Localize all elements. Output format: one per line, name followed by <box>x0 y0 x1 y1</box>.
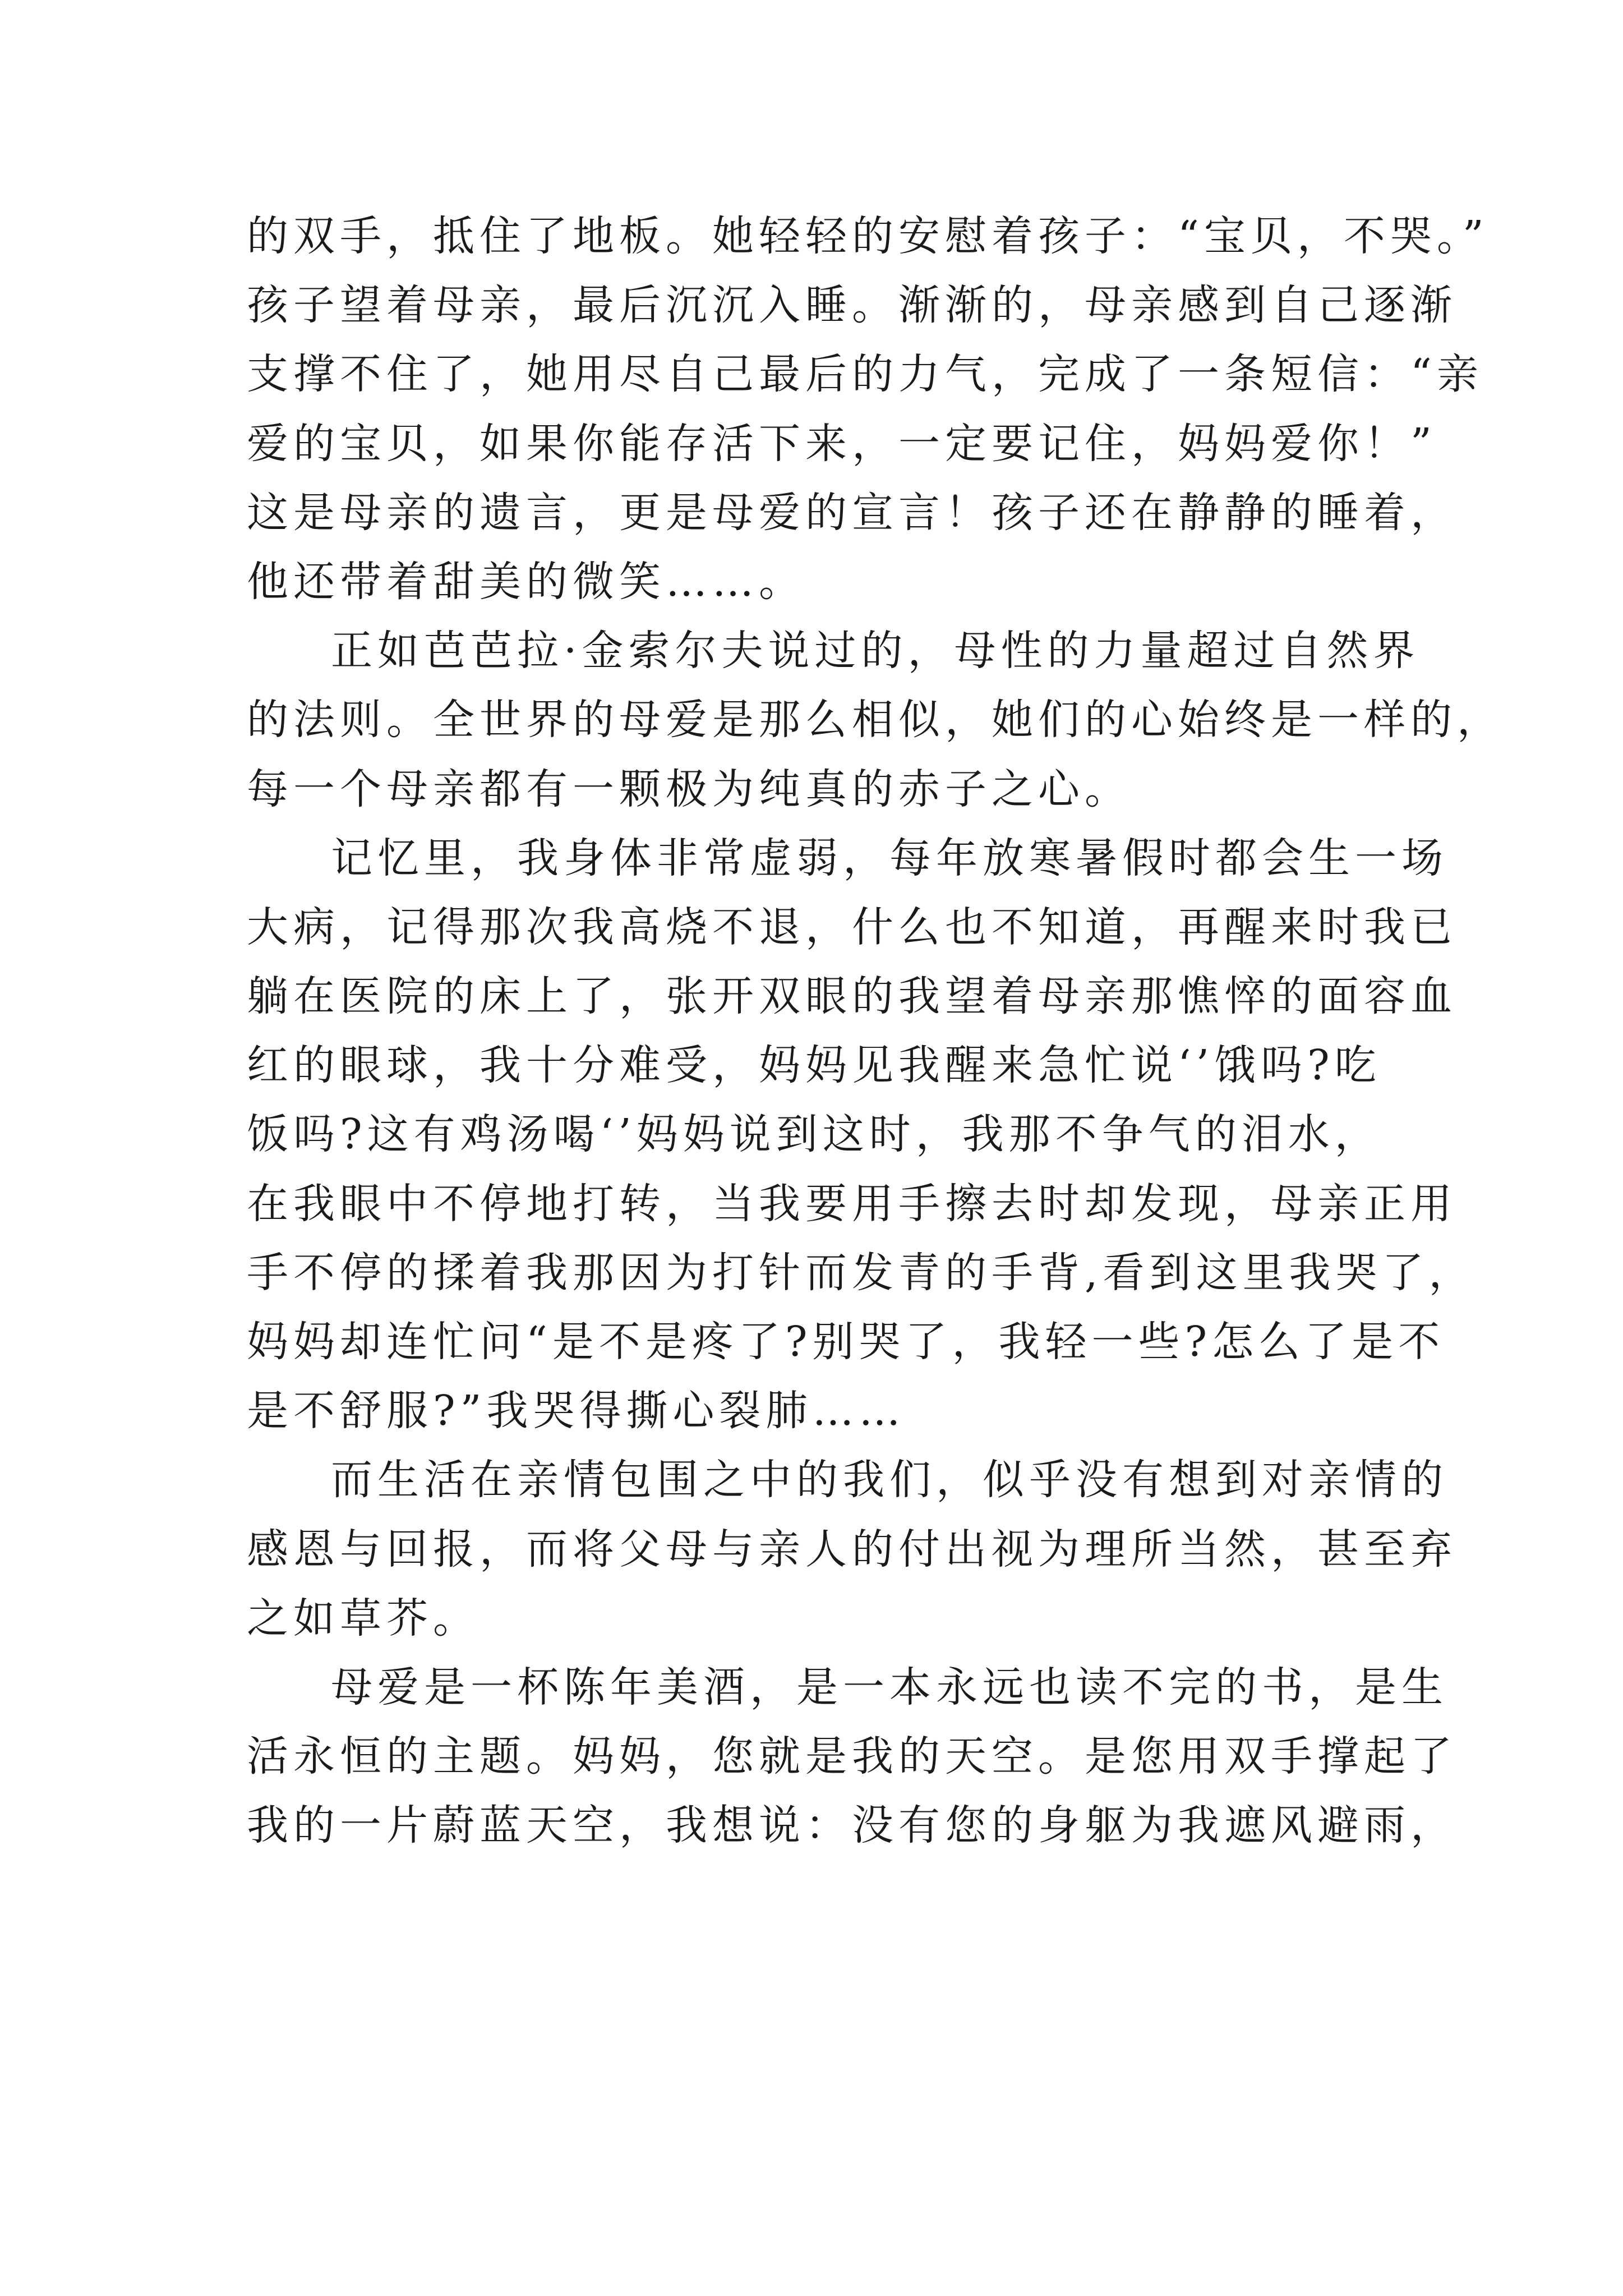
text-line: 爱的宝贝，如果你能存活下来，一定要记住，妈妈爱你！” <box>247 419 1437 468</box>
text-line: 孩子望着母亲，最后沉沉入睡。渐渐的，母亲感到自己逐渐 <box>247 281 1457 330</box>
text-line: 他还带着甜美的微笑……。 <box>247 557 805 606</box>
text-line: 躺在医院的床上了，张开双眼的我望着母亲那憔悴的面容血 <box>247 972 1457 1021</box>
text-line: 是不舒服?”我哭得撕心裂肺…… <box>247 1387 906 1435</box>
text-line: 这是母亲的遗言，更是母爱的宣言！孩子还在静静的睡着， <box>247 488 1457 537</box>
text-line: 而生活在亲情包围之中的我们，似乎没有想到对亲情的 <box>331 1456 1448 1504</box>
text-line: 感恩与回报，而将父母与亲人的付出视为理所当然，甚至弃 <box>247 1525 1457 1573</box>
text-line: 红的眼球，我十分难受，妈妈见我醒来急忙说‘’饿吗?吃 <box>247 1041 1381 1090</box>
text-line: 支撑不住了，她用尽自己最后的力气，完成了一条短信：“亲 <box>247 350 1483 399</box>
text-line: 母爱是一杯陈年美酒，是一本永远也读不完的书，是生 <box>331 1663 1448 1711</box>
text-line: 妈妈却连忙问“是不是疼了?别哭了，我轻一些?怎么了是不 <box>247 1318 1445 1366</box>
text-line: 活永恒的主题。妈妈，您就是我的天空。是您用双手撑起了 <box>247 1732 1457 1781</box>
text-line: 记忆里，我身体非常虚弱，每年放寒暑假时都会生一场 <box>331 834 1448 882</box>
body-text <box>247 202 1504 1861</box>
text-line: 在我眼中不停地打转，当我要用手擦去时却发现，母亲正用 <box>247 1179 1457 1228</box>
text-line: 正如芭芭拉·金索尔夫说过的，母性的力量超过自然界 <box>331 627 1420 675</box>
text-line: 的法则。全世界的母爱是那么相似，她们的心始终是一样的， <box>247 696 1504 744</box>
text-line: 我的一片蔚蓝天空，我想说：没有您的身躯为我遮风避雨， <box>247 1801 1457 1850</box>
text-line: 大病，记得那次我高烧不退，什么也不知道，再醒来时我已 <box>247 903 1457 951</box>
text-line: 每一个母亲都有一颗极为纯真的赤子之心。 <box>247 765 1131 813</box>
text-line: 之如草芥。 <box>247 1594 479 1642</box>
text-line: 的双手，抵住了地板。她轻轻的安慰着孩子：“宝贝，不哭。” <box>247 212 1489 260</box>
text-line: 饭吗?这有鸡汤喝‘’妈妈说到这时，我那不争气的泪水， <box>247 1110 1381 1159</box>
text-line: 手不停的揉着我那因为打针而发青的手背,看到这里我哭了， <box>247 1248 1476 1297</box>
